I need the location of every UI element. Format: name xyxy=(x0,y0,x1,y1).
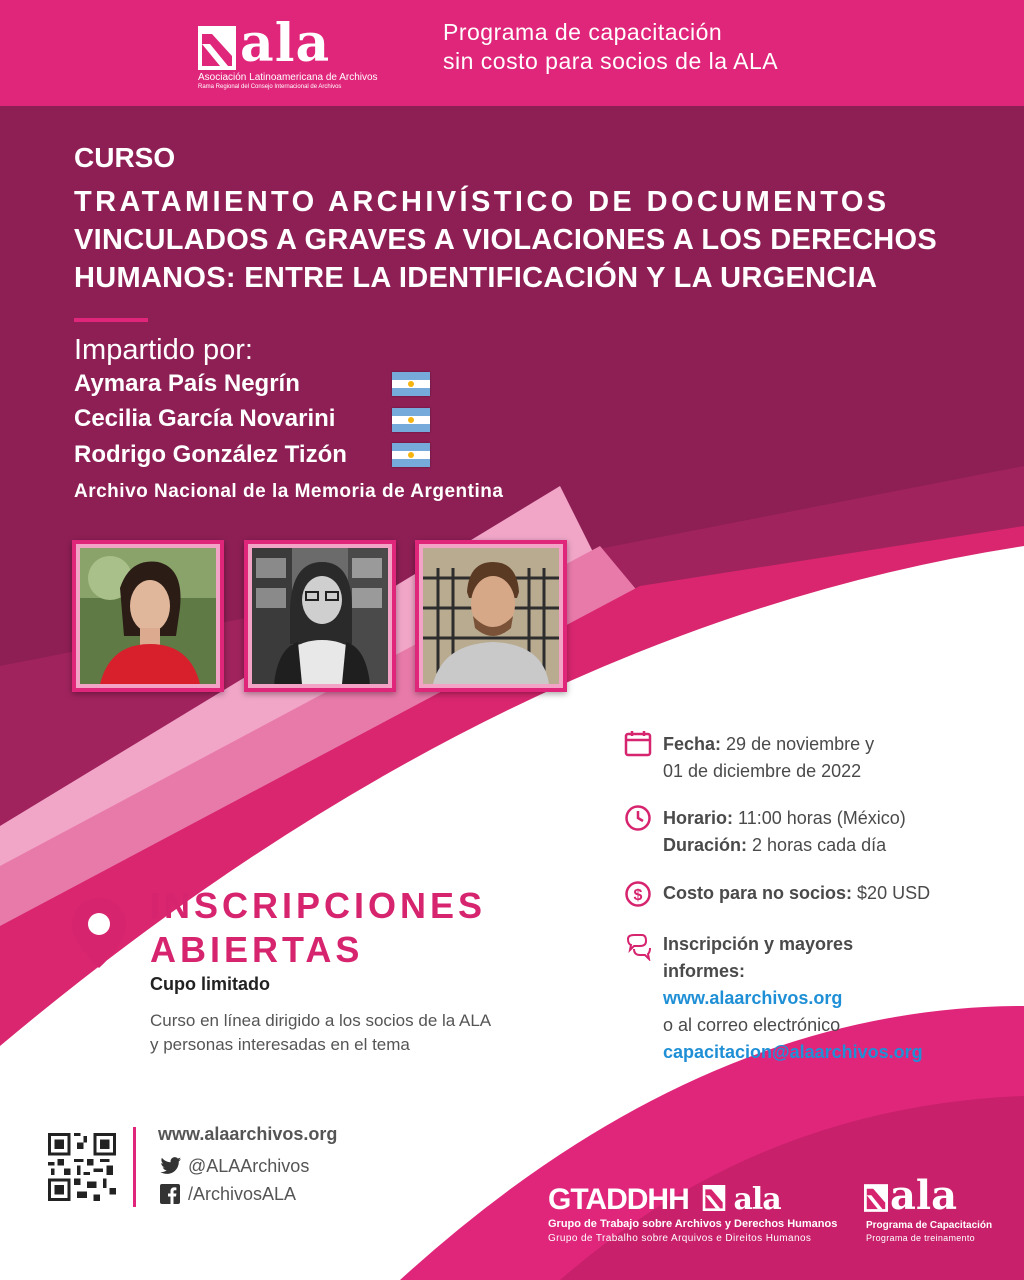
speaker-portrait-image xyxy=(423,548,559,684)
facebook-handle: /ArchivosALA xyxy=(188,1184,297,1204)
horario-label: Horario: xyxy=(663,808,734,828)
program-tagline xyxy=(443,18,778,76)
svg-text:$: $ xyxy=(633,887,643,904)
dollar-icon xyxy=(624,880,652,908)
speakers-heading: Impartido por: xyxy=(74,334,253,366)
speakers-institution: Archivo Nacional de la Memoria de Argentina xyxy=(74,481,504,502)
chat-icon xyxy=(624,933,652,961)
program-logo-subtitle-pt: Programa de treinamento xyxy=(866,1233,975,1243)
program-logo xyxy=(864,1172,993,1252)
fecha-value-2: 01 de diciembre de 2022 xyxy=(663,761,862,781)
logo-subtitle-small: Rama Regional del Consejo Internacional de Archivos xyxy=(198,84,342,90)
inscripcion-label-1: Inscripción y mayores xyxy=(663,934,854,954)
ala-mark-icon xyxy=(864,1184,888,1212)
qr-code-icon[interactable] xyxy=(48,1133,116,1201)
horario-block xyxy=(663,805,906,859)
limited-seats: Cupo limitado xyxy=(150,974,270,994)
footer-website[interactable]: www.alaarchivos.org xyxy=(158,1124,338,1144)
footer-facebook[interactable] xyxy=(160,1184,296,1205)
program-logo-word: ala xyxy=(890,1172,958,1219)
argentina-flag-icon xyxy=(392,372,430,396)
twitter-icon xyxy=(160,1156,182,1176)
program-line-1: Programa de capacitación xyxy=(443,19,723,45)
fecha-value: 29 de noviembre y xyxy=(726,734,875,754)
costo-value: $20 USD xyxy=(857,883,931,903)
ala-logo xyxy=(198,13,388,92)
costo-block xyxy=(663,880,930,907)
ala-mark-icon xyxy=(702,1185,726,1211)
duracion-label: Duración: xyxy=(663,835,748,855)
speaker-name: Rodrigo González Tizón xyxy=(74,441,347,468)
course-title-line-3: HUMANOS: ENTRE LA IDENTIFICACIÓN Y LA URGENCIA xyxy=(74,262,878,294)
gtaddhh-wordmark xyxy=(548,1182,781,1217)
speaker-photo xyxy=(72,540,224,692)
argentina-flag-icon xyxy=(392,443,430,467)
inscripcion-label-2: informes: xyxy=(663,961,746,981)
twitter-handle: @ALAArchivos xyxy=(188,1156,310,1176)
horario-value: 11:00 horas (México) xyxy=(738,808,906,828)
fecha-label: Fecha: xyxy=(663,734,722,754)
speaker-photo xyxy=(244,540,396,692)
logo-wordmark: ala xyxy=(240,13,331,74)
course-title-line-1: TRATAMIENTO ARCHIVÍSTICO DE DOCUMENTOS xyxy=(74,186,890,218)
speaker-portrait-image xyxy=(252,548,388,684)
footer-twitter[interactable] xyxy=(160,1156,309,1177)
speaker-portrait-image xyxy=(80,548,216,684)
course-title-line-2: VINCULADOS A GRAVES A VIOLACIONES A LOS DERECHOS xyxy=(74,224,937,256)
program-line-2: sin costo para socios de la ALA xyxy=(443,48,779,74)
description-line-1: Curso en línea dirigido a los socios de la ALA xyxy=(150,1011,492,1030)
duracion-value: 2 horas cada día xyxy=(752,835,887,855)
website-link[interactable]: www.alaarchivos.org xyxy=(663,988,843,1008)
registration-line-2: ABIERTAS xyxy=(150,929,364,970)
argentina-flag-icon xyxy=(392,408,430,432)
title-divider xyxy=(74,318,148,322)
gtaddhh-logo xyxy=(548,1182,844,1252)
course-title xyxy=(74,183,974,297)
gtaddhh-text: GTADDHH xyxy=(548,1183,689,1216)
gtaddhh-subtitle: Grupo de Trabajo sobre Archivos y Derechos Humanos xyxy=(548,1218,838,1230)
speaker-name: Cecilia García Novarini xyxy=(74,405,336,432)
registration-heading xyxy=(150,884,486,972)
logo-subtitle: Asociación Latinoamericana de Archivos xyxy=(198,72,378,83)
facebook-icon xyxy=(160,1184,182,1204)
speaker-name: Aymara País Negrín xyxy=(74,370,300,397)
location-pin-icon xyxy=(70,896,128,970)
inscripcion-block xyxy=(663,931,923,1066)
gtaddhh-subtitle-pt: Grupo de Trabalho sobre Arquivos e Direitos Humanos xyxy=(548,1233,812,1244)
costo-label: Costo para no socios: xyxy=(663,883,853,903)
ala-logo-mark-icon xyxy=(198,26,236,70)
registration-line-1: INSCRIPCIONES xyxy=(150,885,487,926)
footer-divider xyxy=(133,1127,136,1207)
speaker-photo xyxy=(415,540,567,692)
gt-ala-text: ala xyxy=(733,1182,781,1217)
email-link[interactable]: capacitacion@alaarchivos.org xyxy=(663,1042,923,1062)
fecha-block xyxy=(663,731,874,785)
course-description xyxy=(150,1009,491,1057)
course-label: CURSO xyxy=(74,142,176,173)
description-line-2: y personas interesadas en el tema xyxy=(150,1035,410,1054)
program-logo-subtitle: Programa de Capacitación xyxy=(866,1220,993,1231)
header-bar xyxy=(0,0,1024,106)
email-intro: o al correo electrónico xyxy=(663,1015,841,1035)
calendar-icon xyxy=(624,729,652,757)
clock-icon xyxy=(624,804,652,832)
